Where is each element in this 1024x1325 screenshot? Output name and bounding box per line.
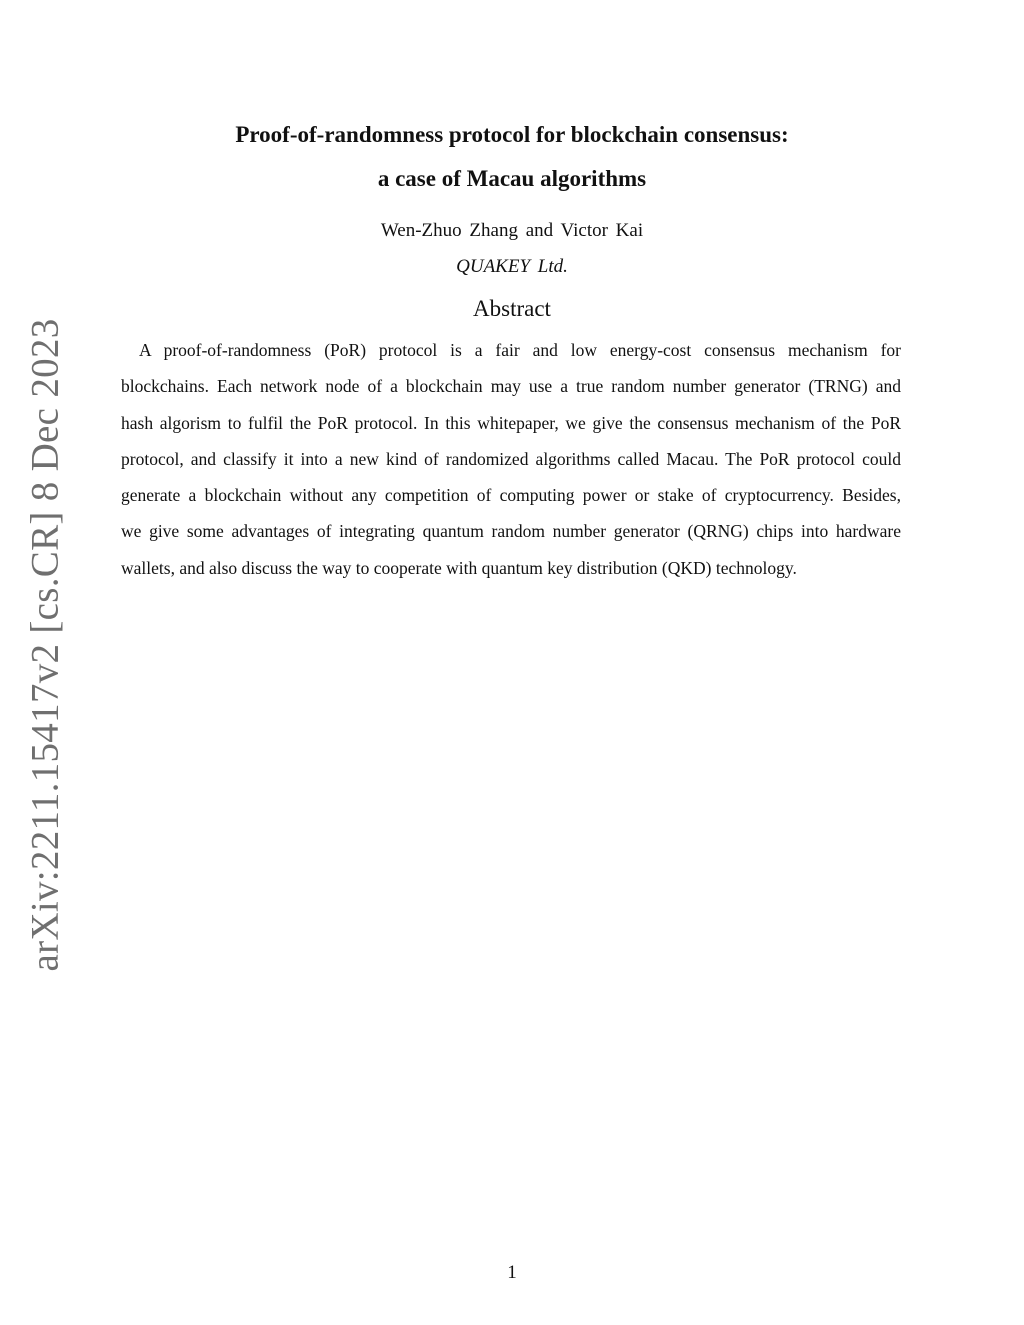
title-line-1: Proof-of-randomness protocol for blockchain consensus: (235, 122, 789, 147)
abstract-line: wallets, and also discuss the way to cooperate with quantum key distribution (QKD) technology. (121, 557, 797, 578)
abstract-line: generate a blockchain without any competition of computing power or stake of cryptocurrency. Besides, (121, 485, 901, 506)
abstract-body (121, 335, 901, 589)
abstract-line: we give some advantages of integrating quantum random number generator (QRNG) chips into hardware (121, 521, 901, 542)
paper-title (0, 113, 1024, 201)
abstract-line: protocol, and classify it into a new kind of randomized algorithms called Macau. The PoR protocol could (121, 448, 901, 469)
title-line-2: a case of Macau algorithms (377, 166, 647, 191)
abstract-line: blockchains. Each network node of a blockchain may use a true random number generator (TRNG) and (121, 376, 901, 397)
abstract-line: hash algorism to fulfil the PoR protocol. In this whitepaper, we give the consensus mechanism of the PoR (121, 412, 901, 433)
abstract-line: A proof-of-randomness (PoR) protocol is a fair and low energy-cost consensus mechanism for (139, 340, 901, 360)
author-affiliation: QUAKEY Ltd. (456, 256, 568, 277)
page-number: 1 (507, 1262, 517, 1283)
abstract-heading: Abstract (473, 296, 551, 321)
author-list: Wen-Zhuo Zhang and Victor Kai (380, 220, 644, 241)
arxiv-identifier-stamp: arXiv:2211.15417v2 [cs.CR] 8 Dec 2023 (23, 318, 67, 972)
